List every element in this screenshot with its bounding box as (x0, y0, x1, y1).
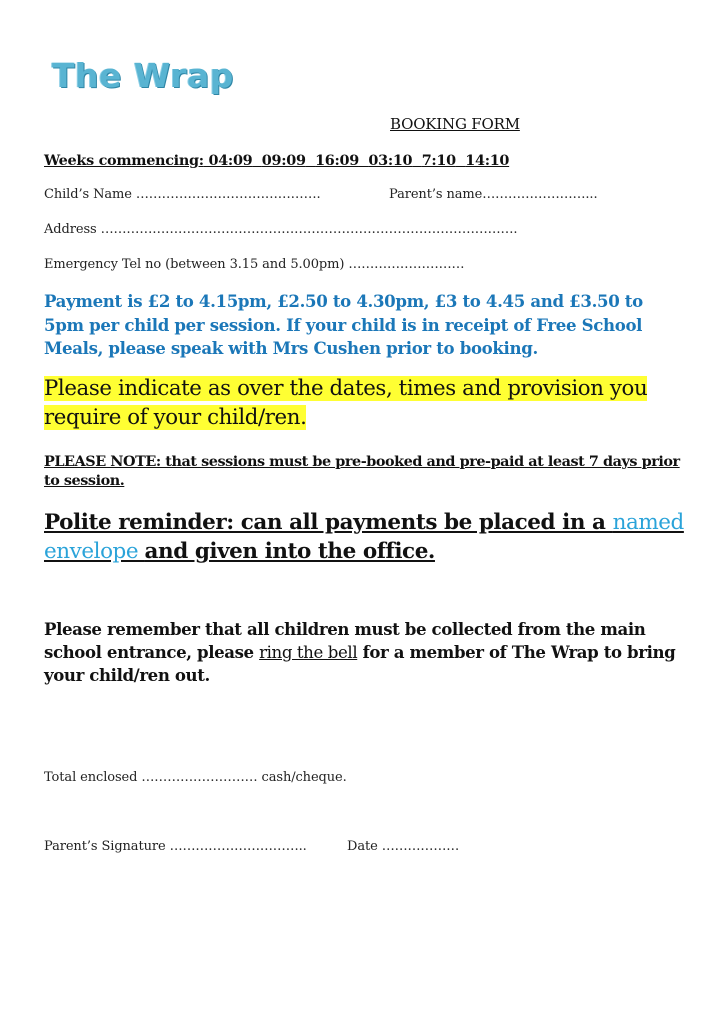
week-date: 04:09 (208, 152, 253, 169)
address-field[interactable]: Address ……………………………………………………………………………………. (44, 222, 518, 237)
week-date: 16:09 (315, 152, 359, 169)
child-name-field[interactable]: Child’s Name ……………………………………. (44, 187, 321, 202)
named-envelope-link[interactable]: named envelope (44, 510, 684, 564)
reminder-text-start: Polite reminder: can all payments be placed in a (44, 510, 613, 535)
ring-the-bell: ring the bell (259, 642, 358, 662)
collection-text-start: Please remember that all children must be collected from the main school entrance, please (44, 619, 646, 662)
highlighted-text: Please indicate as over the dates, times and provision you require of your child/ren. (44, 376, 648, 430)
collection-notice (44, 618, 694, 687)
page-title: BOOKING FORM (390, 115, 520, 133)
please-note: PLEASE NOTE: that sessions must be pre-booked and pre-paid at least 7 days prior to session. (44, 453, 680, 489)
emergency-tel-field[interactable]: Emergency Tel no (between 3.15 and 5.00pm) ……………………… (44, 257, 465, 272)
week-date: 14:10 (465, 152, 510, 169)
highlighted-instruction (44, 374, 694, 432)
week-date: 09:09 (261, 152, 306, 169)
logo-the-wrap: The Wrap (52, 56, 234, 95)
parent-signature-field[interactable]: Parent’s Signature ………………………….. (44, 839, 307, 854)
total-enclosed-field[interactable]: Total enclosed ……………………… cash/cheque. (44, 770, 347, 785)
polite-reminder (44, 508, 684, 566)
reminder-text-end: and given into the office. (144, 539, 435, 564)
weeks-commencing (44, 152, 509, 169)
date-field[interactable]: Date ……………… (347, 839, 460, 854)
collection-text-end: for a member of The Wrap to bring your child/ren out. (44, 641, 676, 685)
week-date: 7:10 (421, 152, 456, 169)
weeks-label: Weeks commencing: (44, 152, 204, 169)
week-date: 03:10 (368, 152, 413, 169)
parent-name-field[interactable]: Parent’s name……………………... (389, 187, 598, 202)
payment-info: Payment is £2 to 4.15pm, £2.50 to 4.30pm, £3 to 4.45 and £3.50 to 5pm per child per session. If your child is in receipt of Free School Meals, please speak with Mrs Cushen prior to booking. (44, 291, 643, 358)
